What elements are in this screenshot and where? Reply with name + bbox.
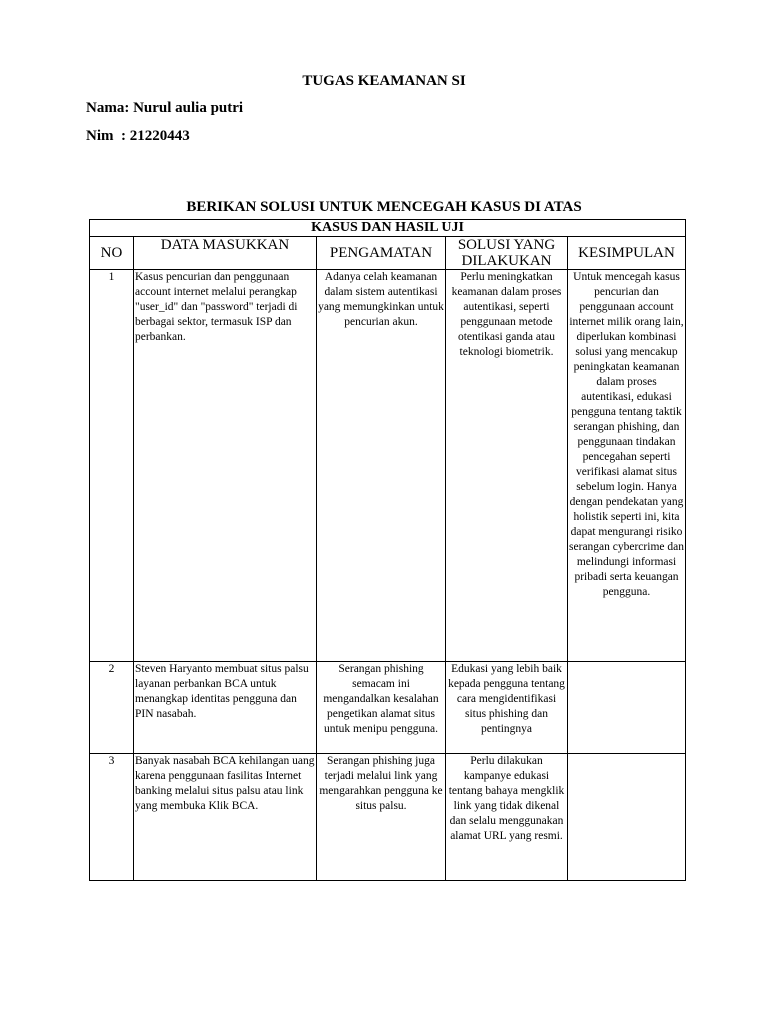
cell-data: Steven Haryanto membuat situs palsu layanan perbankan BCA untuk menangkap identitas pengguna dan PIN nasabah. bbox=[134, 662, 317, 754]
column-header-kesimpulan: KESIMPULAN bbox=[568, 237, 686, 270]
column-header-no: NO bbox=[90, 237, 134, 270]
column-header-data: DATA MASUKKAN bbox=[134, 237, 317, 270]
row-number: 2 bbox=[90, 662, 134, 754]
student-nim: Nim : 21220443 bbox=[86, 128, 190, 144]
column-header-solusi: SOLUSI YANG DILAKUKAN bbox=[446, 237, 568, 270]
cell-solusi: Perlu dilakukan kampanye edukasi tentang bahaya mengklik link yang tidak dikenal dan selalu menggunakan alamat URL yang resmi. bbox=[446, 754, 568, 881]
cell-pengamatan: Serangan phishing semacam ini mengandalkan kesalahan pengetikan alamat situs untuk menipu pengguna. bbox=[317, 662, 446, 754]
cell-kesimpulan bbox=[568, 754, 686, 881]
span-header: KASUS DAN HASIL UJI bbox=[90, 220, 686, 237]
row-number: 1 bbox=[90, 270, 134, 662]
table-row bbox=[90, 754, 686, 881]
student-name: Nama: Nurul aulia putri bbox=[86, 100, 244, 116]
case-table bbox=[89, 219, 686, 881]
cell-solusi: Perlu meningkatkan keamanan dalam proses autentikasi, seperti penggunaan metode otentikasi ganda atau teknologi biometrik. bbox=[446, 270, 568, 662]
row-number: 3 bbox=[90, 754, 134, 881]
cell-solusi: Edukasi yang lebih baik kepada pengguna tentang cara mengidentifikasi situs phishing dan pentingnya bbox=[446, 662, 568, 754]
document-title: TUGAS KEAMANAN SI bbox=[302, 73, 466, 89]
table-row bbox=[90, 662, 686, 754]
cell-pengamatan: Serangan phishing juga terjadi melalui link yang mengarahkan pengguna ke situs palsu. bbox=[317, 754, 446, 881]
table-column-header-row bbox=[90, 237, 686, 270]
column-header-pengamatan: PENGAMATAN bbox=[317, 237, 446, 270]
cell-kesimpulan bbox=[568, 662, 686, 754]
cell-pengamatan: Adanya celah keamanan dalam sistem autentikasi yang memungkinkan untuk pencurian akun. bbox=[317, 270, 446, 662]
cell-data: Kasus pencurian dan penggunaan account internet melalui perangkap "user_id" dan "password" terjadi di berbagai sektor, termasuk ISP dan perbankan. bbox=[134, 270, 317, 662]
cell-kesimpulan: Untuk mencegah kasus pencurian dan penggunaan account internet milik orang lain, diperlukan kombinasi solusi yang mencakup peningkatan keamanan dalam proses autentikasi, edukasi pengguna tentang taktik serangan phishing, dan penggunaan tindakan pencegahan seperti verifikasi alamat situs sebelum login. Hanya dengan pendekatan yang holistik seperti ini, kita dapat mengurangi risiko serangan cybercrime dan melindungi informasi pribadi serta keuangan pengguna. bbox=[568, 270, 686, 662]
table-heading: BERIKAN SOLUSI UNTUK MENCEGAH KASUS DI ATAS bbox=[186, 199, 582, 215]
table-span-header-row bbox=[90, 220, 686, 237]
cell-data: Banyak nasabah BCA kehilangan uang karena penggunaan fasilitas Internet banking melalui situs palsu atau link yang membuka Klik BCA. bbox=[134, 754, 317, 881]
table-row bbox=[90, 270, 686, 662]
